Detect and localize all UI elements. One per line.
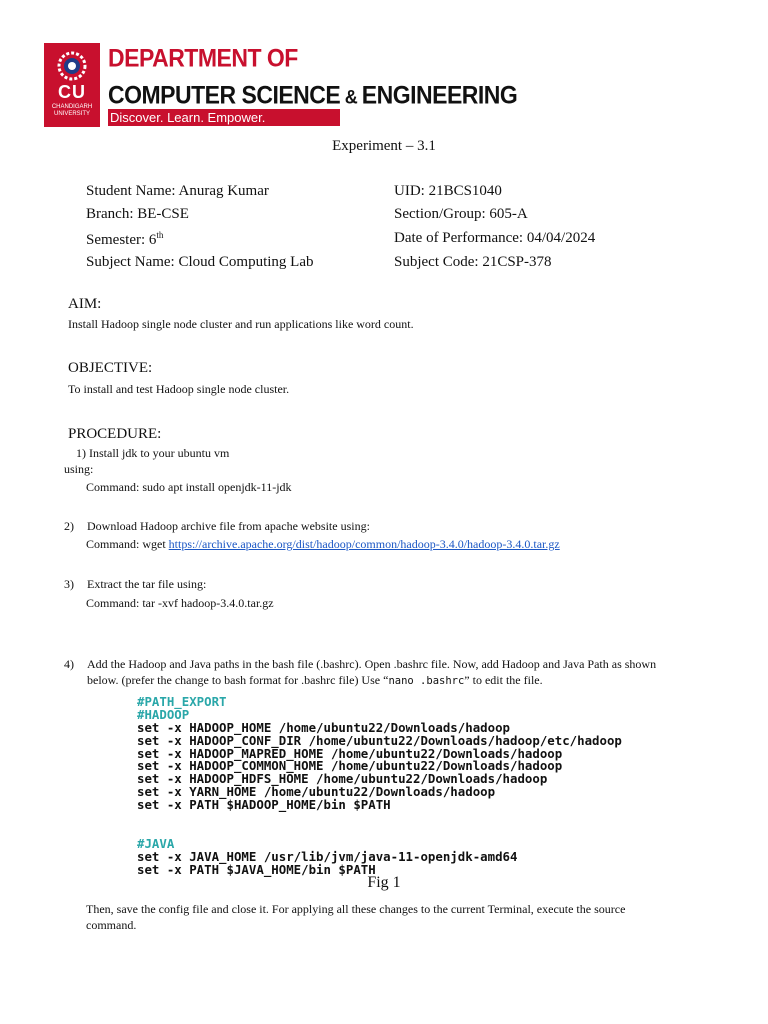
code-line: set -x HADOOP_HOME /home/ubuntu22/Downloads/hadoop — [137, 719, 510, 735]
figure-caption: Fig 1 — [367, 874, 401, 891]
procedure-heading: PROCEDURE: — [68, 426, 162, 442]
objective-heading: OBJECTIVE: — [68, 360, 153, 376]
step2-command: Command: wget https://archive.apache.org/dist/hadoop/common/hadoop-3.4.0/hadoop-3.4.0.tar.gz — [86, 537, 560, 551]
code-line: set -x PATH $HADOOP_HOME/bin $PATH — [137, 797, 391, 813]
code-comment-line: #HADOOP — [137, 706, 190, 722]
step4-text: Add the Hadoop and Java paths in the bash file (.bashrc). Open .bashrc file. Now, add Hadoop and Java Path as shown — [87, 657, 657, 671]
subject-code: Subject Code: 21CSP-378 — [394, 254, 552, 270]
code-comment-line: #PATH_EXPORT — [137, 694, 227, 709]
code-comment-line: #JAVA — [137, 836, 175, 852]
logo-letters: CU — [58, 82, 86, 102]
code-line — [137, 812, 657, 838]
code-line: set -x HADOOP_MAPRED_HOME /home/ubuntu22/Downloads/hadoop — [137, 745, 563, 761]
step2-number: 2) — [64, 519, 74, 533]
aim-heading: AIM: — [68, 296, 102, 312]
logo-university-name: CHANDIGARH UNIVERSITY — [51, 104, 93, 117]
closing-text-line1: Then, save the config file and close it. For applying all these changes to the current Terminal, execute the source — [86, 902, 626, 916]
step3-command: Command: tar -xvf hadoop-3.4.0.tar.gz — [86, 596, 274, 610]
code-line: set -x HADOOP_CONF_DIR /home/ubuntu22/Downloads/hadoop/etc/hadoop — [137, 732, 622, 748]
semester: Semester: 6th — [86, 230, 164, 248]
objective-text: To install and test Hadoop single node cluster. — [68, 382, 290, 396]
step3-text: Extract the tar file using: — [87, 577, 207, 591]
step4-text-line2: below. (prefer the change to bash format for .bashrc file) Use “nano .bashrc” to edit the file. — [87, 673, 543, 687]
aim-text: Install Hadoop single node cluster and run applications like word count. — [68, 317, 414, 331]
code-line: set -x HADOOP_COMMON_HOME /home/ubuntu22/Downloads/hadoop — [137, 758, 563, 774]
code-line: set -x YARN_HOME /home/ubuntu22/Downloads/hadoop — [137, 784, 496, 800]
experiment-title: Experiment – 3.1 — [332, 138, 436, 154]
step3-number: 3) — [64, 577, 74, 591]
bashrc-code-figure — [137, 696, 657, 877]
step1-command: Command: sudo apt install openjdk-11-jdk — [86, 480, 292, 494]
branch: Branch: BE-CSE — [86, 206, 189, 222]
hadoop-download-link[interactable]: https://archive.apache.org/dist/hadoop/common/hadoop-3.4.0/hadoop-3.4.0.tar.gz — [168, 537, 560, 551]
date-of-performance: Date of Performance: 04/04/2024 — [394, 230, 596, 246]
step4-number: 4) — [64, 657, 74, 671]
gear-emblem-icon — [50, 46, 94, 86]
subject-name: Subject Name: Cloud Computing Lab — [86, 254, 314, 270]
tagline: Discover. Learn. Empower. — [108, 109, 340, 126]
department-title-line1: DEPARTMENT OF — [108, 44, 298, 73]
code-line: set -x HADOOP_HDFS_HOME /home/ubuntu22/Downloads/hadoop — [137, 771, 548, 787]
department-title-line2: COMPUTER SCIENCE & ENGINEERING — [108, 81, 518, 110]
code-line: set -x JAVA_HOME /usr/lib/jvm/java-11-openjdk-amd64 — [137, 848, 518, 864]
step2-text: Download Hadoop archive file from apache website using: — [87, 519, 370, 533]
closing-text-line2: command. — [86, 918, 137, 932]
student-name: Student Name: Anurag Kumar — [86, 183, 269, 199]
uid: UID: 21BCS1040 — [394, 183, 502, 199]
step1-text: 1) Install jdk to your ubuntu vm — [76, 446, 230, 460]
code-line: set -x PATH $JAVA_HOME/bin $PATH — [137, 861, 376, 877]
step1-text-wrap: using: — [64, 462, 94, 476]
section-group: Section/Group: 605-A — [394, 206, 528, 222]
